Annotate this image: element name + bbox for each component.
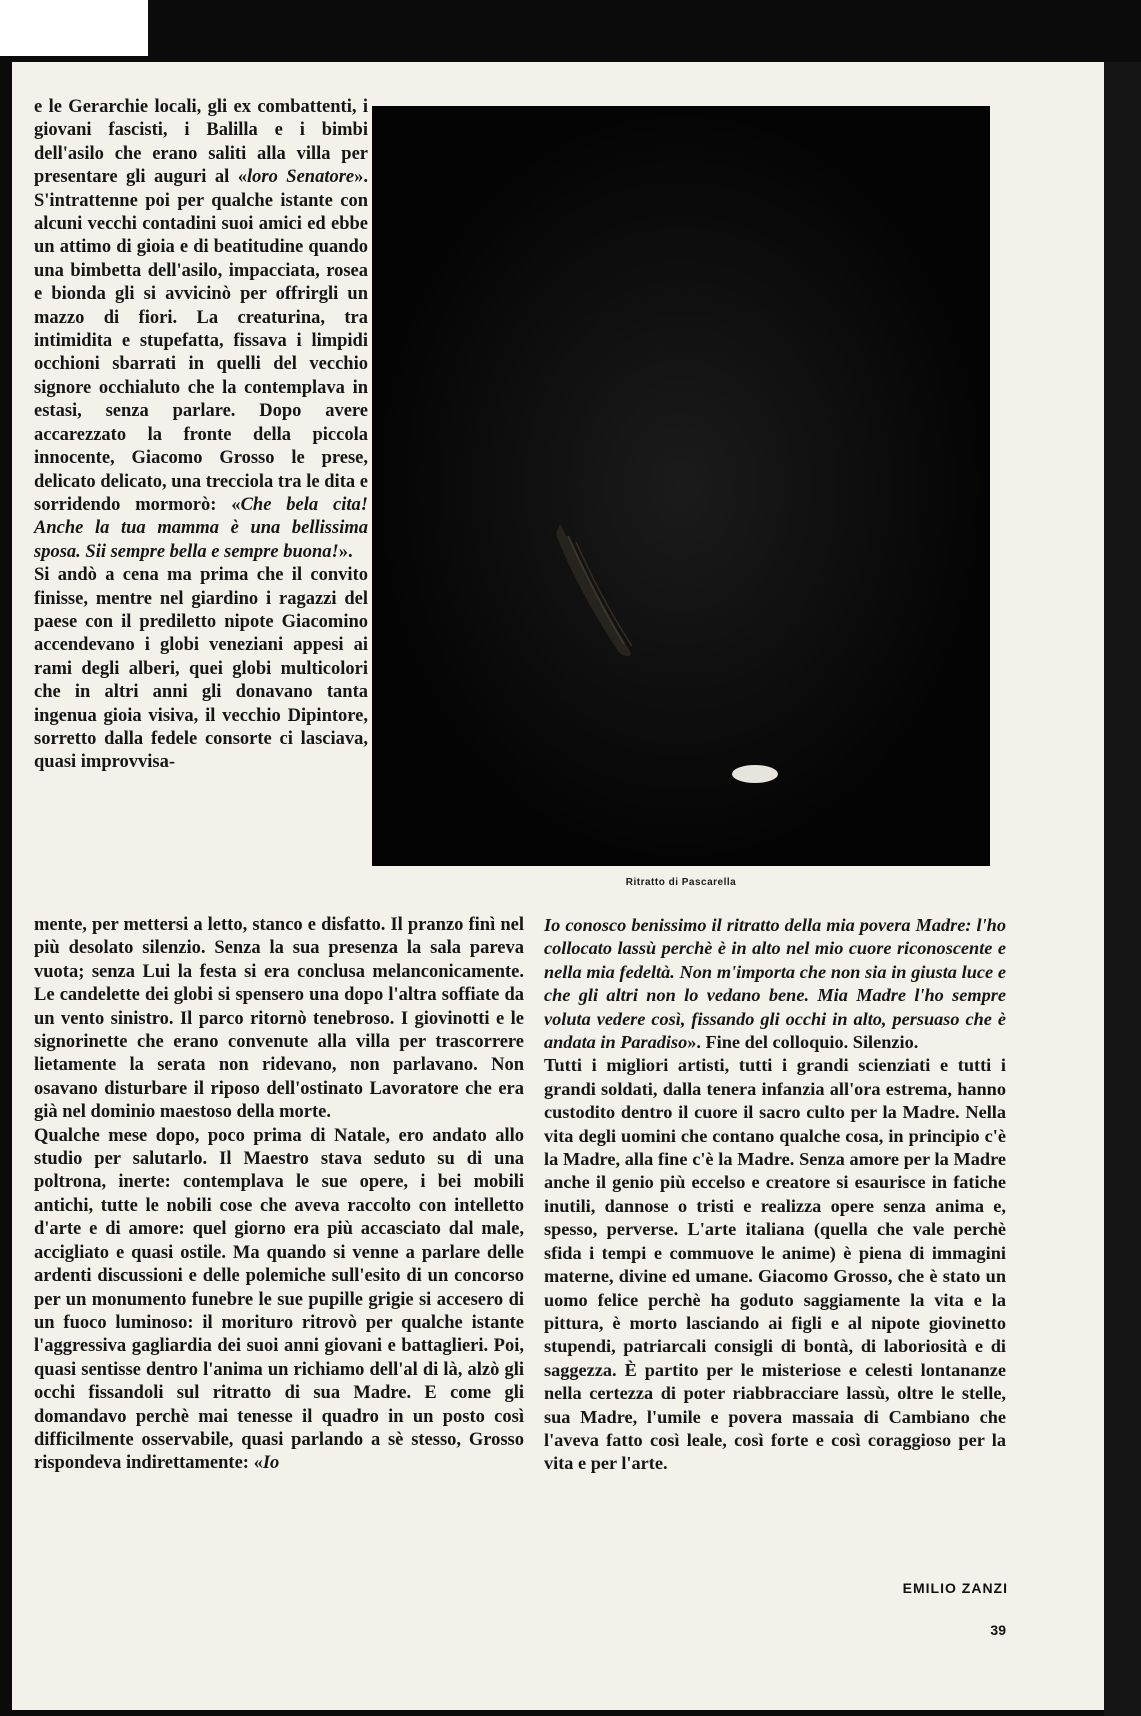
figure-caption: Ritratto di Pascarella xyxy=(625,877,737,888)
painting-image xyxy=(372,106,990,866)
author-signature: EMILIO ZANZI xyxy=(902,1580,1008,1596)
paragraph-conclusion: Tutti i migliori artisti, tutti i grandi scienziati e tutti i grandi soldati, dalla tenera infanzia all'ora estrema, hanno custodito dentro il cuore il sacro culto per la Madre. Nella vita degli uomini che contano qualche cosa, in principio c'è la Madre, alla fine c'è la Madre. Senza amore per la Madre anche il genio più eccelso e creatore si esaurisce in fatiche inutili, dannose o tristi e realizza opere senza anima e, spesso, perverse. L'arte italiana (quella che vale perchè sfida i tempi e commuove le anime) è piena di immagini materne, divine ed umane. Giacomo Grosso, che è stato un uomo felice perchè ha goduto saggiamente la vita e la pittura, è morto lasciando ai figli e al nipote giovinetto stupendi, patriarcali consigli di bontà, di laboriosità e di saggezza. È partito per le misteriose e celesti lontananze nella certezza di poter riabbracciare lassù, oltre le stelle, sua Madre, l'umile e povera massaia di Cambiano che l'aveva fatto così leale, così forte e così coraggioso per la vita e per l'arte. xyxy=(544,1055,1006,1474)
corner-tab xyxy=(0,0,148,56)
paragraph-celebration: e le Gerarchie locali, gli ex combattenti, i giovani fascisti, i Balilla e i bimbi dell'asilo che erano saliti alla villa per presentare gli auguri al «loro Senatore». S'intrattenne poi per qualche istante con alcuni vecchi contadini suoi amici ed ebbe un attimo di gioia e di beatitudine quando una bimbetta dell'asilo, impacciata, rosea e bionda gli si avvicinò per offrirgli un mazzo di fiori. La creaturina, tra intimidita e stupefatta, fissava i limpidi occhioni sbarrati in quelli del vecchio signore occhialuto che la contemplava in estasi, senza parlare. Dopo avere accarezzato la fronte della piccola innocente, Giacomo Grosso le prese, delicato delicato, una trecciola tra le dita e sorridendo mormorò: «Che bela cita! Anche la tua mamma è una bellissima sposa. Sii sempre bella e sempre buona!». xyxy=(34,97,368,562)
page-edge-strip xyxy=(1104,62,1141,1716)
paragraph-mother-quote: Io conosco benissimo il ritratto della mia povera Madre: l'ho collocato lassù perchè è in alto nel mio cuore riconoscente e nella mia fedeltà. Non m'importa che non sia in giusta luce e che gli altri non lo vedano bene. Mia Madre l'ho sempre voluta vedere così, fissando gli occhi in alto, persuaso che è andata in Paradiso». Fine del colloquio. Silenzio. xyxy=(544,915,1006,1053)
article-column-right xyxy=(544,914,1006,1476)
paragraph-dinner: Si andò a cena ma prima che il convito finisse, mentre nel giardino i ragazzi del paese con il prediletto nipote Giacomino accendevano i globi veneziani appesi ai rami degli alberi, quei globi multicolori che in altri anni gli donavano tanta ingenua gioia visiva, il vecchio Dipintore, sorretto dalla fedele consorte ci lasciava, quasi improvvisa- xyxy=(34,565,368,773)
portrait-painting xyxy=(372,106,990,866)
paragraph-studio-visit: Qualche mese dopo, poco prima di Natale, ero andato allo studio per salutarlo. Il Maestro stava seduto su di una poltrona, inerte: contemplava le sue opere, i bei mobili antichi, tutte le nobili cose che aveva raccolto con intelletto d'arte e di amore: quel giorno era più accasciato dal male, accigliato e quasi ostile. Ma quando si venne a parlare delle ardenti discussioni e delle polemiche sull'esito di un concorso per un monumento funebre le sue pupille grigie si accesero di un fuoco luminoso: il morituro ritrovò per qualche istante l'aggressiva gagliardia dei suoi anni giovani e battaglieri. Poi, quasi sentisse dentro l'anima un richiamo dell'al di là, alzò gli occhi fissandoli sul ritratto di sua Madre. E come gli domandavo perchè mai tenesse il quadro in un posto così difficilmente osservabile, quasi parlando a sè stesso, Grosso rispondeva indirettamente: «Io xyxy=(34,1125,524,1474)
paragraph-end-of-evening: mente, per mettersi a letto, stanco e disfatto. Il pranzo finì nel più desolato silenzio. Senza la sua presenza la sala pareva vuota; senza Lui la festa si era conclusa melanconicamente. Le candelette dei globi si spensero una dopo l'altra soffiate da un vento sinistro. Il parco ritornò tenebroso. I giovinotti e le signorinette che erano convenute alla villa per trascorrere lietamente la serata non ridevano, non parlavano. Non osavano disturbare il riposo dell'ostinato Lavoratore che era già nel dominio maestoso della morte. xyxy=(34,915,524,1123)
page-number: 39 xyxy=(990,1622,1006,1638)
article-column-left-bottom xyxy=(34,914,524,1476)
article-column-left-top xyxy=(34,96,368,775)
magazine-page xyxy=(12,62,1104,1710)
